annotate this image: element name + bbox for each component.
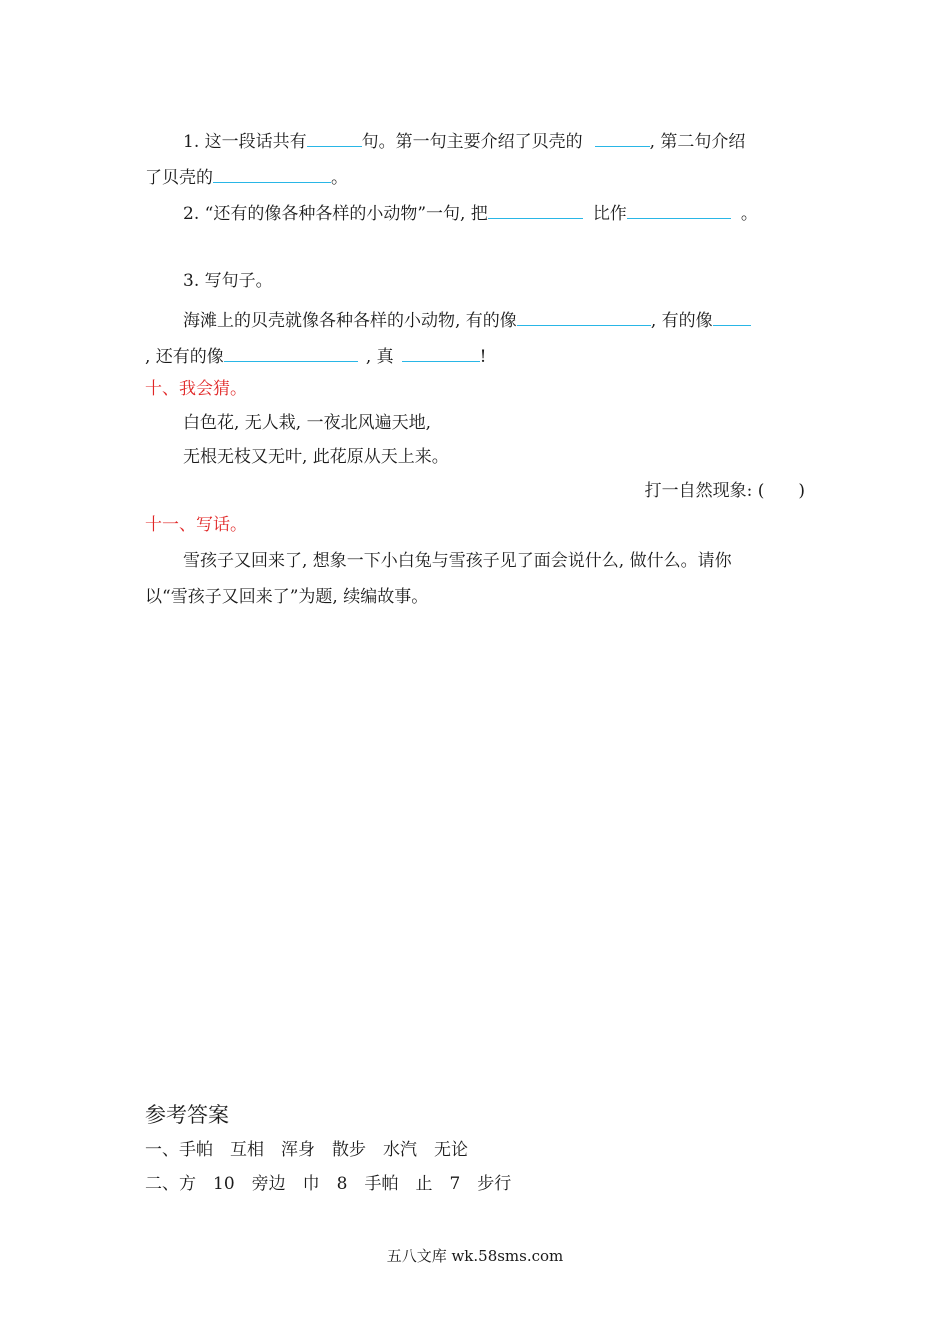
answers-line-2: 二、方 10 旁边 巾 8 手帕 止 7 步行 bbox=[145, 1174, 512, 1194]
riddle-line-2: 无根无枝又无叶, 此花原从天上来。 bbox=[183, 447, 449, 467]
riddle-hint: 打一自然现象: ( ) bbox=[644, 481, 805, 501]
riddle-line-1: 白色花, 无人栽, 一夜北风遍天地, bbox=[183, 413, 432, 433]
q3-text-b: , 有的像 bbox=[650, 311, 713, 331]
q2-text-b: 比作 bbox=[592, 204, 627, 224]
q3-text-d: , 真 bbox=[365, 347, 394, 367]
q1-text-c: , 第二句介绍 bbox=[649, 132, 746, 152]
section-10-title: 十、我会猜。 bbox=[145, 379, 247, 399]
q1-line2 bbox=[145, 162, 348, 190]
answer-blank[interactable] bbox=[713, 305, 751, 326]
answer-blank[interactable] bbox=[224, 341, 358, 362]
q3-title: 3. 写句子。 bbox=[183, 271, 273, 291]
answers-line-1: 一、手帕 互相 浑身 散步 水汽 无论 bbox=[145, 1140, 468, 1160]
q1-line1 bbox=[183, 126, 745, 154]
q2-line bbox=[183, 198, 758, 226]
answer-blank[interactable] bbox=[488, 198, 583, 219]
answer-blank[interactable] bbox=[595, 126, 650, 147]
answer-blank[interactable] bbox=[627, 198, 731, 219]
answer-blank[interactable] bbox=[517, 305, 651, 326]
q1-text-a: 1. 这一段话共有 bbox=[183, 132, 307, 152]
answers-title: 参考答案 bbox=[145, 1103, 229, 1127]
writing-prompt-line-1: 雪孩子又回来了, 想象一下小白兔与雪孩子见了面会说什么, 做什么。请你 bbox=[183, 551, 732, 571]
q3-text-c: , 还有的像 bbox=[145, 347, 224, 367]
q2-text-c: 。 bbox=[740, 204, 758, 224]
answer-blank[interactable] bbox=[402, 341, 480, 362]
q1-text-d: 了贝壳的 bbox=[145, 168, 213, 188]
q3-line1 bbox=[183, 305, 751, 333]
q3-line2 bbox=[145, 341, 486, 369]
q2-text-a: 2. “还有的像各种各样的小动物”一句, 把 bbox=[183, 204, 488, 224]
answer-blank[interactable] bbox=[307, 126, 362, 147]
q3-text-a: 海滩上的贝壳就像各种各样的小动物, 有的像 bbox=[183, 311, 517, 331]
footer-watermark: 五八文库 wk.58sms.com bbox=[386, 1247, 564, 1265]
q3-text-e: ! bbox=[479, 347, 487, 367]
q1-text-e: 。 bbox=[331, 168, 348, 188]
section-11-title: 十一、写话。 bbox=[145, 515, 247, 535]
writing-prompt-line-2: 以“雪孩子又回来了”为题, 续编故事。 bbox=[145, 587, 429, 607]
answer-blank[interactable] bbox=[213, 162, 331, 183]
q1-text-b: 句。第一句主要介绍了贝壳的 bbox=[361, 132, 583, 152]
